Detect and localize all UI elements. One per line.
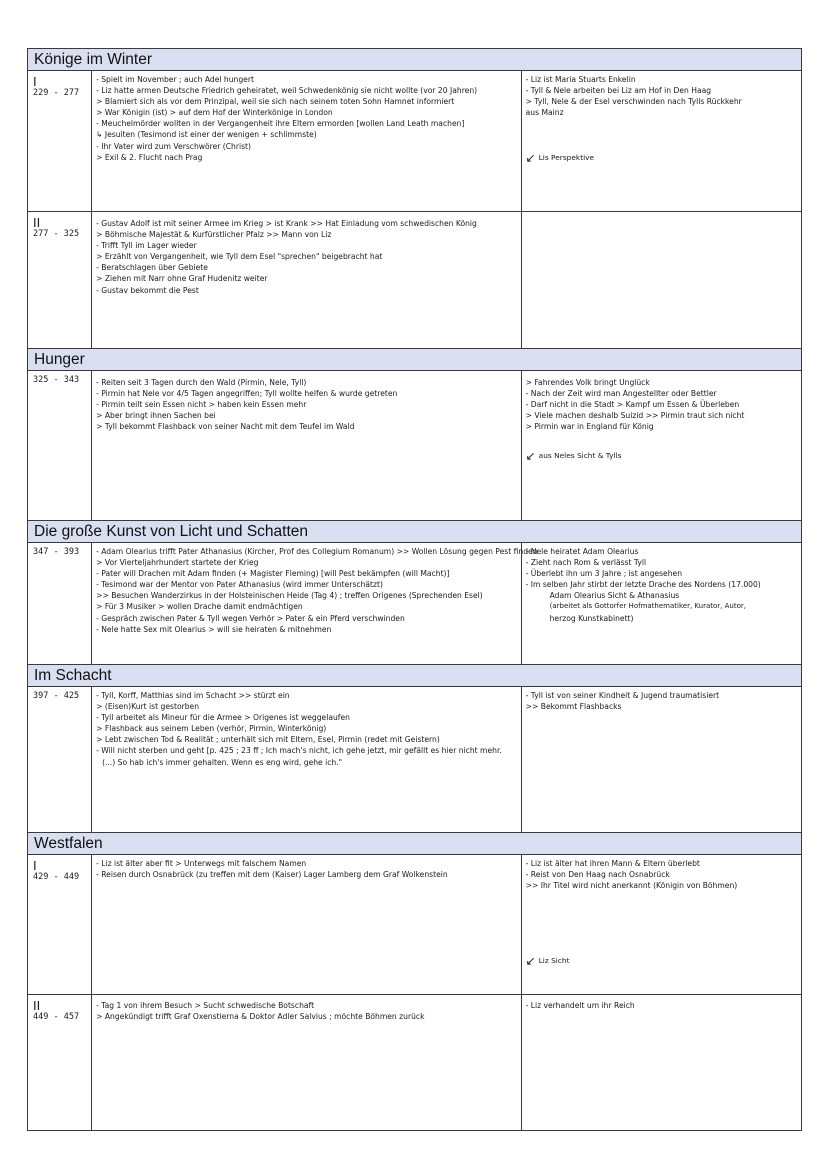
context-line: > Tyll, Nele & der Esel verschwinden nach Tylls Rückkehr [525, 97, 742, 107]
summary-line: > Blamiert sich als vor dem Prinzipal, weil sie sich nach seinem toten Sohn Hamnet informiert [96, 97, 455, 107]
table-row [28, 855, 802, 995]
page-range: 449 - 457 [33, 1012, 80, 1022]
summary-line: - Trifft Tyll im Lager wieder [96, 241, 197, 251]
summary-line: > Aber bringt ihnen Sachen bei [96, 411, 216, 421]
section-header [28, 521, 802, 543]
summary-line: - Reiten seit 3 Tagen durch den Wald (Pirmin, Nele, Tyll) [96, 378, 307, 387]
context-line: - Nele heiratet Adam Olearius [525, 547, 639, 556]
summary-line: - Pater will Drachen mit Adam finden (+ Magister Fleming) [will Pest bekämpfen (will Macht)] [96, 569, 450, 579]
summary-line: - Will nicht sterben und geht [p. 425 ; 23 ff ; Ich mach's nicht, ich gehe jetzt, mir gefällt es hier nicht mehr. [96, 746, 502, 756]
table-row [28, 995, 802, 1131]
section-header [28, 833, 802, 855]
summary-cell [92, 371, 522, 521]
summary-line: - Adam Olearius trifft Pater Athanasius (Kircher, Prof des Collegium Romanum) >> Wollen Lösung gegen Pest finden [96, 547, 538, 556]
summary-line: - Tyll arbeitet als Mineur für die Armee > Origenes ist weggelaufen [96, 713, 350, 723]
perspective-note [525, 442, 799, 464]
context-line: >> Ihr Titel wird nicht anerkannt (Königin von Böhmen) [525, 881, 738, 891]
context-line: >> Bekommt Flashbacks [525, 702, 622, 712]
context-line: - Reist von Den Haag nach Osnabrück [525, 870, 670, 880]
context-cell [521, 371, 801, 521]
page-range: 277 - 325 [33, 229, 80, 239]
section-title: Könige im Winter [28, 49, 802, 71]
summary-line: - Liz ist älter aber fit > Unterwegs mit falschem Namen [96, 859, 307, 868]
notes-page [27, 48, 802, 1131]
page-ref [28, 371, 92, 521]
table-row [28, 212, 802, 349]
context-line: Adam Olearius Sicht & Athanasius [549, 591, 680, 601]
context-line: - Überlebt ihn um 3 Jahre ; ist angesehen [525, 569, 683, 579]
context-line: - Darf nicht in die Stadt > Kampf um Essen & Überleben [525, 400, 740, 410]
table-row [28, 71, 802, 212]
summary-line: - Liz hatte armen Deutsche Friedrich geheiratet, weil Schwedenkönig sie nicht wollte (vor 20 Jahren) [96, 86, 478, 96]
arrow-icon: ↙ [525, 150, 536, 165]
page-ref [28, 855, 92, 995]
summary-cell [92, 855, 522, 995]
table-row [28, 543, 802, 665]
page-range: 229 - 277 [33, 88, 80, 98]
context-line: - Tyll & Nele arbeiten bei Liz am Hof in Den Haag [525, 86, 712, 96]
context-line: - Tyll ist von seiner Kindheit & Jugend traumatisiert [525, 691, 720, 700]
summary-line: > Angekündigt trifft Graf Oxenstierna & Doktor Adler Salvius ; möchte Böhmen zurück [96, 1012, 425, 1022]
summary-cell [92, 71, 522, 212]
section-title: Im Schacht [28, 665, 802, 687]
summary-line: > Lebt zwischen Tod & Realität ; unterhält sich mit Eltern, Esel, Pirmin (redet mit Geistern) [96, 735, 440, 745]
part-number: I [33, 74, 37, 89]
arrow-icon: ↙ [525, 953, 536, 968]
summary-cell [92, 687, 522, 833]
perspective-label: Liz Sicht [538, 956, 570, 966]
context-cell [521, 543, 801, 665]
page-ref [28, 543, 92, 665]
context-line: - Liz ist Maria Stuarts Enkelin [525, 75, 636, 84]
section-title: Westfalen [28, 833, 802, 855]
perspective-note [526, 144, 799, 163]
context-line: - Zieht nach Rom & verlässt Tyll [525, 558, 647, 568]
page-ref [28, 212, 92, 349]
page-ref [28, 995, 92, 1131]
summary-cell [92, 543, 538, 665]
context-line: (arbeitet als Gottorfer Hofmathematiker, Kurator, Autor, [549, 602, 746, 611]
page-range: 429 - 449 [33, 872, 80, 882]
table-row [28, 687, 802, 833]
summary-cell [92, 995, 522, 1131]
part-number: II [33, 998, 41, 1013]
summary-line: > War Königin (ist) > auf dem Hof der Winterkönige in London [96, 108, 333, 118]
part-number: I [33, 858, 37, 873]
summary-line: > Flashback aus seinem Leben (verhör, Pirmin, Winterkönig) [96, 724, 327, 734]
section-title: Hunger [28, 349, 802, 371]
page-ref [28, 687, 92, 833]
summary-line: - Ihr Vater wird zum Verschwörer (Christ) [96, 141, 251, 151]
summary-line: - Beratschlagen über Gebiete [96, 263, 208, 273]
context-line: > Fahrendes Volk bringt Unglück [525, 378, 650, 387]
summary-line: - Spielt im November ; auch Adel hungert [96, 75, 254, 84]
summary-line: > Tyll bekommt Flashback von seiner Nacht mit dem Teufel im Wald [96, 422, 355, 432]
context-line: > Viele machen deshalb Suizid >> Pirmin traut sich nicht [525, 411, 745, 421]
summary-line: > (Eisen)Kurt ist gestorben [96, 702, 200, 712]
context-line: - Liz verhandelt um ihr Reich [525, 1001, 635, 1010]
context-line: - Im selben Jahr stirbt der letzte Drache des Nordens (17.000) [525, 580, 761, 590]
context-line: - Liz ist älter hat ihren Mann & Eltern überlebt [525, 859, 700, 868]
summary-line: > Für 3 Musiker > wollen Drache damit endmächtigen [96, 602, 303, 612]
summary-line: - Gespräch zwischen Pater & Tyll wegen Verhör > Pater & ein Pferd verschwinden [96, 613, 405, 623]
context-line: - Nach der Zeit wird man Angestellter oder Bettler [525, 389, 717, 399]
summary-line: - Meuchelmörder wollten in der Vergangenheit ihre Eltern ermorden [wollen Land Leath machen] [96, 119, 465, 129]
context-line: > Pirmin war in England für König [525, 422, 654, 432]
context-cell [521, 687, 801, 833]
notes-table [27, 48, 802, 1131]
section-header [28, 349, 802, 371]
summary-line: - Tag 1 von ihrem Besuch > Sucht schwedische Botschaft [96, 1001, 315, 1010]
context-line: aus Mainz [525, 108, 564, 118]
summary-line: > Exil & 2. Flucht nach Prag [96, 152, 203, 162]
summary-line: >> Besuchen Wanderzirkus in der Holsteinischen Heide (Tag 4) ; treffen Origenes (Sprechenden Esel) [96, 591, 483, 601]
page-range: 325 - 343 [33, 375, 80, 385]
summary-line: - Nele hatte Sex mit Olearius > will sie heiraten & mitnehmen [96, 624, 332, 634]
perspective-label: Lis Perspektive [538, 153, 595, 163]
section-header [28, 49, 802, 71]
summary-line: - Tyll, Korff, Matthias sind im Schacht >> stürzt ein [96, 691, 290, 700]
part-number: II [33, 215, 41, 230]
summary-line: (...) So hab ich's immer gehalten. Wenn es eng wird, gehe ich." [102, 757, 343, 767]
summary-line: > Ziehen mit Narr ohne Graf Hudenitz weiter [96, 274, 268, 284]
summary-line: > Vor Vierteljahrhundert startete der Krieg [96, 558, 259, 568]
summary-line: - Gustav bekommt die Pest [96, 285, 199, 295]
section-header [28, 665, 802, 687]
perspective-label: aus Neles Sicht & Tylls [538, 451, 622, 461]
summary-line: - Gustav Adolf ist mit seiner Armee im Krieg > ist Krank >> Hat Einladung vom schwedischen König [96, 219, 477, 228]
summary-line: > Böhmische Majestät & Kurfürstlicher Pfalz >> Mann von Liz [96, 230, 332, 240]
section-title: Die große Kunst von Licht und Schatten [28, 521, 802, 543]
page-range: 347 - 393 [33, 547, 80, 557]
context-cell [521, 855, 801, 995]
context-line: herzog Kunstkabinett) [549, 613, 634, 623]
summary-cell [92, 212, 522, 349]
table-row [28, 371, 802, 521]
summary-line: ↳ Jesuiten (Tesimond ist einer der wenigen + schlimmste) [96, 130, 317, 140]
page-ref [28, 71, 92, 212]
summary-line: - Pirmin teilt sein Essen nicht > haben kein Essen mehr [96, 400, 307, 410]
context-cell [521, 71, 801, 212]
arrow-icon: ↙ [525, 449, 536, 464]
context-cell [521, 212, 801, 349]
summary-line: > Erzählt von Vergangenheit, wie Tyll dem Esel "sprechen" beigebracht hat [96, 252, 383, 262]
page-range: 397 - 425 [33, 691, 80, 701]
context-cell [521, 995, 801, 1131]
summary-line: - Reisen durch Osnabrück (zu treffen mit dem (Kaiser) Lager Lamberg dem Graf Wolkenstein [96, 870, 448, 880]
summary-line: - Tesimond war der Mentor von Pater Athanasius (wird immer Unterschätzt) [96, 580, 383, 590]
summary-line: - Pirmin hat Nele vor 4/5 Tagen angegriffen; Tyll wollte helfen & wurde getreten [96, 389, 398, 399]
perspective-note [526, 947, 799, 966]
